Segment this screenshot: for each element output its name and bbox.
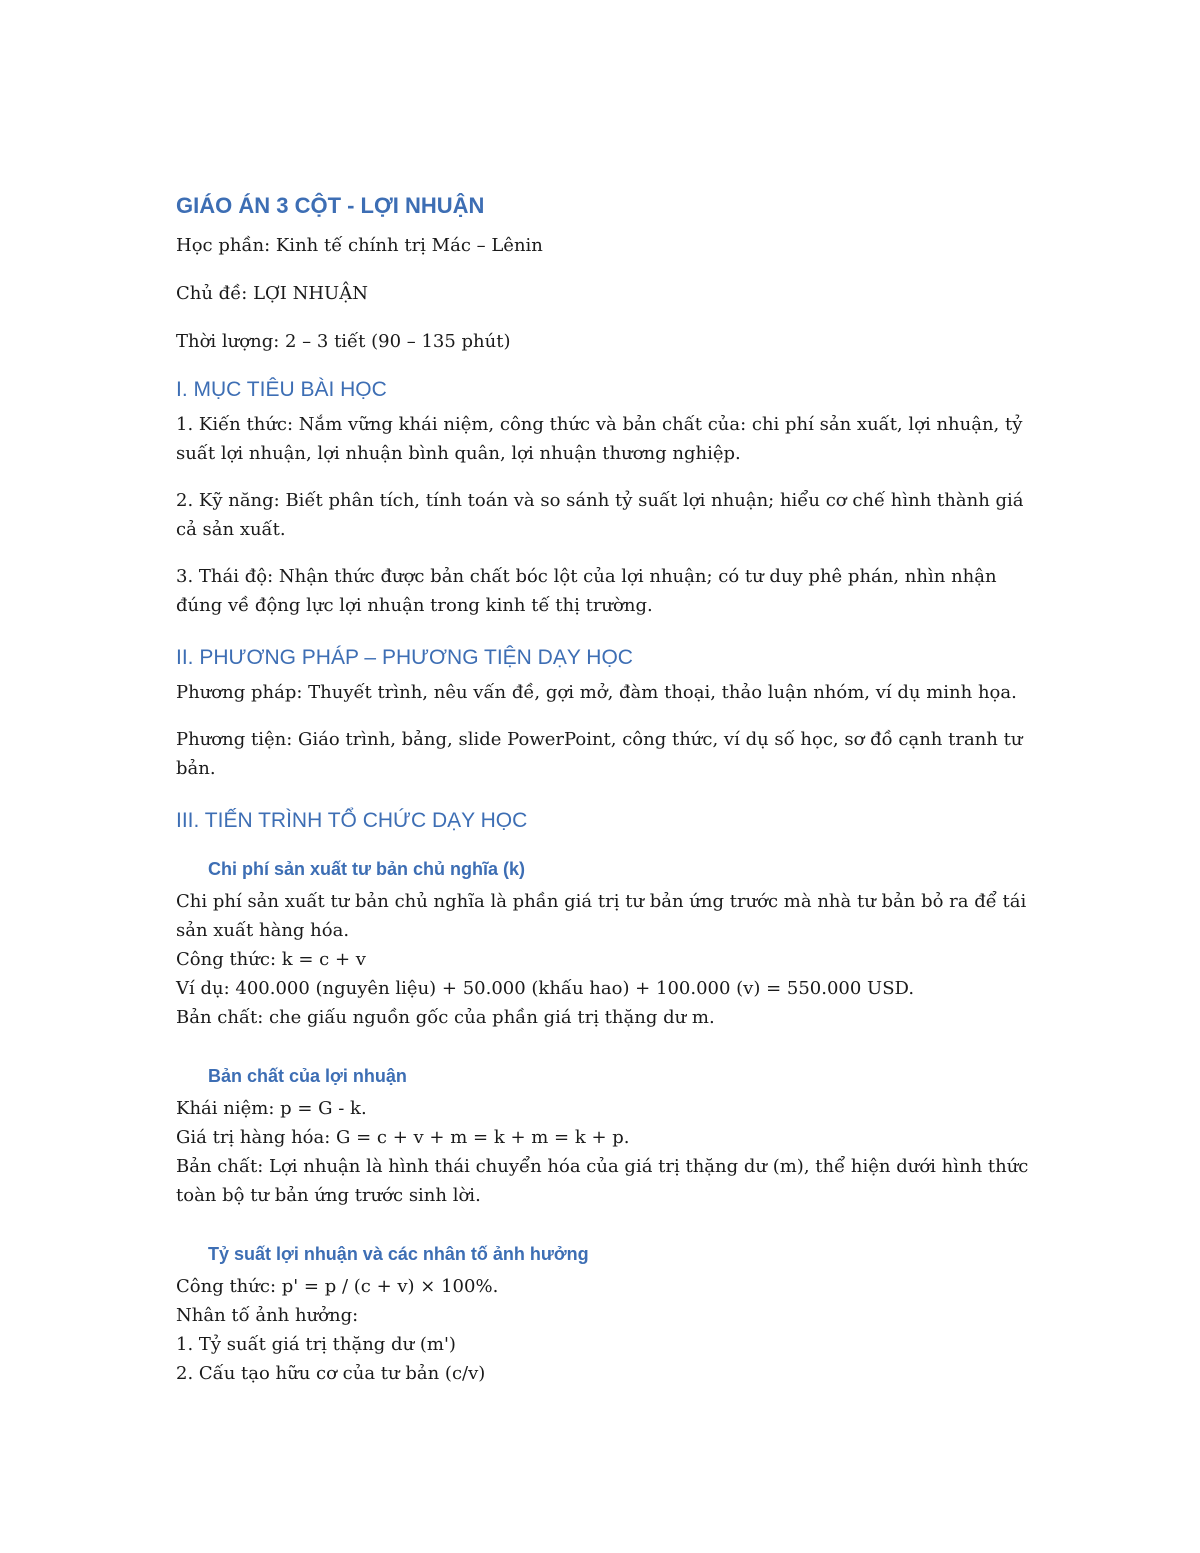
profit-nature: Bản chất: Lợi nhuận là hình thái chuyển hóa của giá trị thặng dư (m), thể hiện dưới hình thức toàn bộ tư bản ứng trước sinh lời.	[176, 1156, 1029, 1206]
subsection-profit-nature	[176, 1062, 1036, 1210]
subsection-heading: Chi phí sản xuất tư bản chủ nghĩa (k)	[208, 859, 526, 879]
duration-line: Thời lượng: 2 – 3 tiết (90 – 135 phút)	[176, 331, 511, 352]
factor-item: 1. Tỷ suất giá trị thặng dư (m')	[176, 1334, 456, 1355]
subsection-heading: Bản chất của lợi nhuận	[208, 1066, 407, 1086]
section-methods-heading: II. PHƯƠNG PHÁP – PHƯƠNG TIỆN DẠY HỌC	[176, 646, 633, 669]
factors-label: Nhân tố ảnh hưởng:	[176, 1305, 359, 1326]
factor-item: 2. Cấu tạo hữu cơ của tư bản (c/v)	[176, 1363, 486, 1384]
section-process-heading: III. TIẾN TRÌNH TỔ CHỨC DẠY HỌC	[176, 809, 528, 832]
document-content	[176, 190, 1036, 1418]
course-line: Học phần: Kinh tế chính trị Mác – Lênin	[176, 235, 543, 256]
profit-concept: Khái niệm: p = G - k.	[176, 1098, 367, 1119]
objective-attitude: 3. Thái độ: Nhận thức được bản chất bóc lột của lợi nhuận; có tư duy phê phán, nhìn nhận đúng về động lực lợi nhuận trong kinh tế thị trường.	[176, 566, 997, 616]
subsection-production-cost	[176, 855, 1036, 1032]
objective-knowledge: 1. Kiến thức: Nắm vững khái niệm, công thức và bản chất của: chi phí sản xuất, lợi nhuận, tỷ suất lợi nhuận, lợi nhuận bình quân, lợi nhuận thương nghiệp.	[176, 414, 1023, 464]
tools-paragraph: Phương tiện: Giáo trình, bảng, slide PowerPoint, công thức, ví dụ số học, sơ đồ cạnh tranh tư bản.	[176, 729, 1023, 779]
subsection-profit-rate	[176, 1240, 1036, 1388]
cost-nature: Bản chất: che giấu nguồn gốc của phần giá trị thặng dư m.	[176, 1007, 715, 1028]
commodity-value: Giá trị hàng hóa: G = c + v + m = k + m = k + p.	[176, 1127, 630, 1148]
objective-skills: 2. Kỹ năng: Biết phân tích, tính toán và so sánh tỷ suất lợi nhuận; hiểu cơ chế hình thành giá cả sản xuất.	[176, 490, 1024, 540]
profit-rate-formula: Công thức: p' = p / (c + v) × 100%.	[176, 1276, 499, 1297]
cost-definition: Chi phí sản xuất tư bản chủ nghĩa là phần giá trị tư bản ứng trước mà nhà tư bản bỏ ra để tái sản xuất hàng hóa.	[176, 891, 1027, 941]
cost-example: Ví dụ: 400.000 (nguyên liệu) + 50.000 (khấu hao) + 100.000 (v) = 550.000 USD.	[176, 978, 915, 999]
document-title: GIÁO ÁN 3 CỘT - LỢI NHUẬN	[176, 193, 485, 218]
topic-line: Chủ đề: LỢI NHUẬN	[176, 283, 368, 304]
subsection-heading: Tỷ suất lợi nhuận và các nhân tố ảnh hưởng	[208, 1244, 589, 1264]
methods-paragraph: Phương pháp: Thuyết trình, nêu vấn đề, gợi mở, đàm thoại, thảo luận nhóm, ví dụ minh họa.	[176, 682, 1017, 703]
cost-formula: Công thức: k = c + v	[176, 949, 366, 970]
section-objectives-heading: I. MỤC TIÊU BÀI HỌC	[176, 378, 387, 401]
